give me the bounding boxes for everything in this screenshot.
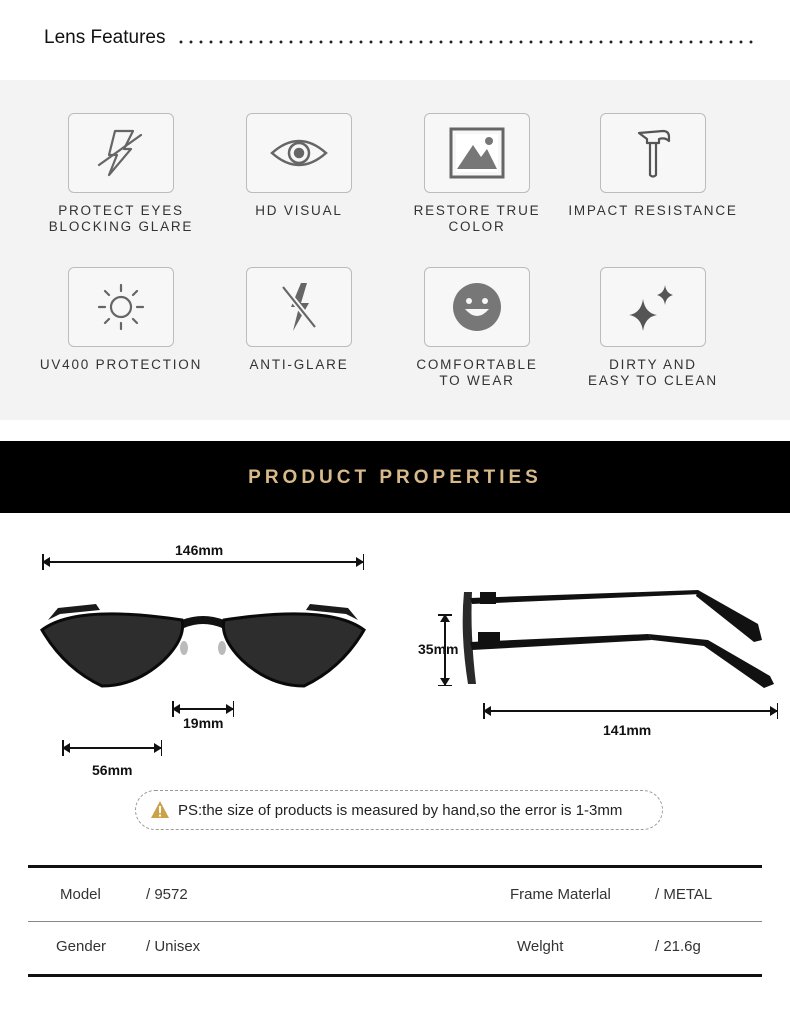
model-value: / 9572 [146,886,188,903]
feature-hd-visual [209,113,389,219]
feature-uv400 [31,267,211,373]
table-top-rule [28,865,762,868]
slashed-lightning-icon [246,267,352,347]
total-width-arrow [42,557,364,567]
gender-value: / Unisex [146,938,201,955]
feature-label: RESTORE TRUE COLOR [413,203,541,234]
bridge-width-label: 19mm [183,715,224,731]
table-row-divider [28,921,762,922]
total-width-label: 146mm [175,542,224,558]
dotted-divider [176,40,756,44]
feature-label: IMPACT RESISTANCE [568,203,738,218]
lens-features-title: Lens Features [44,27,166,48]
product-properties-title: PRODUCT PROPERTIES [248,467,542,488]
feature-easy-clean [563,267,743,389]
lens-features-header [0,0,790,80]
measurement-note [135,790,663,830]
lightning-shield-icon [68,113,174,193]
feature-comfortable [387,267,567,389]
feature-impact-resistance [563,113,743,219]
feature-anti-glare [209,267,389,373]
bridge-arrow [172,704,234,714]
feature-label: UV400 PROTECTION [39,357,203,372]
lens-width-label: 56mm [92,762,133,778]
sparkle-icon [600,267,706,347]
feature-label: PROTECT EYES BLOCKING GLARE [48,203,194,234]
landscape-picture-icon [424,113,530,193]
lens-width-arrow [62,743,162,753]
eye-icon [246,113,352,193]
sun-icon [68,267,174,347]
temple-length-label: 141mm [603,722,652,738]
glasses-side-image [458,584,780,694]
weight-value: / 21.6g [655,938,701,955]
lens-features-section [0,0,790,420]
warning-icon [150,800,170,820]
glasses-front-image [36,598,370,694]
temple-length-arrow [483,706,778,716]
feature-label: DIRTY AND EASY TO CLEAN [588,357,718,388]
material-value: / METAL [655,886,713,903]
gender-label: Gender [56,938,107,955]
feature-label: ANTI-GLARE [249,357,349,372]
feature-label: COMFORTABLE TO WEAR [416,357,538,388]
model-label: Model [60,886,101,903]
feature-restore-color [387,113,567,235]
lens-height-label: 35mm [418,641,459,657]
smiley-face-icon [424,267,530,347]
hammer-icon [600,113,706,193]
feature-protect-eyes [31,113,211,235]
product-properties-banner [0,441,790,513]
feature-label: HD VISUAL [255,203,343,218]
note-text: PS:the size of products is measured by hand,so the error is 1-3mm [178,801,623,819]
table-bottom-rule [28,974,762,977]
weight-label: Welght [517,938,564,955]
material-label: Frame Materlal [510,886,611,903]
